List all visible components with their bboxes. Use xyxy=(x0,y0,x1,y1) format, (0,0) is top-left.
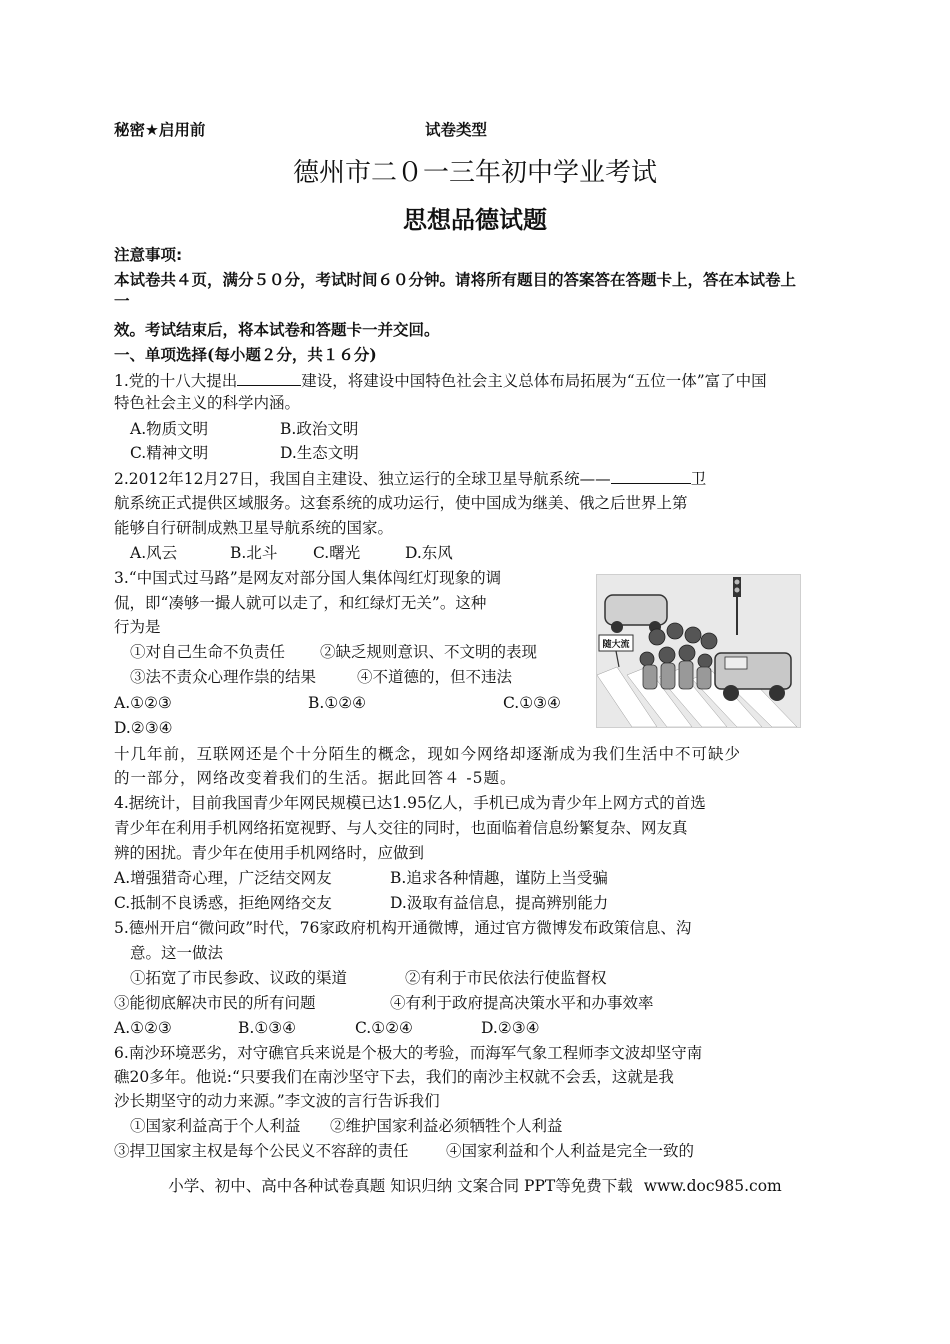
option-a: A.①②③ xyxy=(114,1019,172,1037)
option-d: D.汲取有益信息，提高辨别能力 xyxy=(390,894,609,912)
question-text: 侃，即“凑够一撮人就可以走了，和红绿灯无关”。这种 xyxy=(114,594,487,612)
notes-heading: 注意事项: xyxy=(114,246,183,264)
question-text: 卫 xyxy=(690,470,707,488)
option-b: B.政治文明 xyxy=(280,420,359,438)
option-d: D.生态文明 xyxy=(280,444,359,462)
statement-1: ①对自己生命不负责任 xyxy=(130,643,286,661)
footer-text: 小学、初中、高中各种试卷真题 知识归纳 文案合同 PPT等免费下载 xyxy=(168,1177,633,1195)
option-a: A.增强猎奇心理，广泛结交网友 xyxy=(114,869,332,887)
statement-3: ③能彻底解决市民的所有问题 xyxy=(114,994,316,1012)
question-text: 礁20多年。他说:“只要我们在南沙坚守下去，我们的南沙主权就不会丢，这就是我 xyxy=(114,1068,674,1086)
subject-title: 思想品德试题 xyxy=(403,206,547,234)
option-b: B.追求各种情趣，谨防上当受骗 xyxy=(390,869,608,887)
question-text: 3.“中国式过马路”是网友对部分国人集体闯红灯现象的调 xyxy=(114,569,502,587)
statement-3: ③法不责众心理作祟的结果 xyxy=(130,668,317,686)
reading-material: 的一部分，网络改变着我们的生活。据此回答４ -5题。 xyxy=(114,769,517,787)
notes-line: 本试卷共４页，满分５０分，考试时间６０分钟。请将所有题目的答案答在答题卡上，答在本试卷上 xyxy=(114,271,797,289)
option-a: A.风云 xyxy=(130,544,178,562)
option-a: A.①②③ xyxy=(114,694,172,712)
statement-2: ②有利于市民依法行使监督权 xyxy=(405,969,607,987)
section-heading: 一、单项选择(每小题２分，共１６分) xyxy=(114,345,377,364)
statement-1: ①拓宽了市民参政、议政的渠道 xyxy=(130,969,348,987)
option-d: D.②③④ xyxy=(481,1019,540,1037)
question-text: 行为是 xyxy=(114,618,161,636)
question-text: 青少年在利用手机网络拓宽视野、与人交往的同时，也面临着信息纷繁复杂、网友真 xyxy=(114,819,688,837)
question-2 xyxy=(114,468,706,489)
question-text: 沙长期坚守的动力来源。”李文波的言行告诉我们 xyxy=(114,1092,440,1110)
question-text: 意。这一做法 xyxy=(130,944,224,962)
page-footer xyxy=(0,1176,950,1196)
question-text: 能够自行研制成熟卫星导航系统的国家。 xyxy=(114,519,394,537)
statement-4: ④有利于政府提高决策水平和办事效率 xyxy=(390,994,654,1012)
option-c: C.曙光 xyxy=(313,544,361,562)
exam-title: 德州市二０一三年初中学业考试 xyxy=(292,158,657,188)
question-text: 辨的困扰。青少年在使用手机网络时，应做到 xyxy=(114,844,425,862)
statement-2: ②缺乏规则意识、不文明的表现 xyxy=(320,643,538,661)
option-b: B.北斗 xyxy=(230,544,278,562)
notes-line: 一 xyxy=(114,292,130,310)
footer-url[interactable]: www.doc985.com xyxy=(643,1177,782,1195)
notes-line: 效。考试结束后，将本试卷和答题卡一并交回。 xyxy=(114,321,440,339)
option-c: C.抵制不良诱惑，拒绝网络交友 xyxy=(114,894,332,912)
paper-type-label: 试卷类型 xyxy=(425,121,488,139)
statement-2: ②维护国家利益必须牺牲个人利益 xyxy=(330,1117,563,1135)
question-text: 2.2012年12月27日，我国自主建设、独立运行的全球卫星导航系统—— xyxy=(114,470,611,488)
jaywalking-cartoon-image xyxy=(596,574,801,728)
answer-blank xyxy=(611,468,691,484)
reading-material: 十几年前，互联网还是个十分陌生的概念，现如今网络却逐渐成为我们生活中不可缺少 xyxy=(114,745,742,763)
cartoon-sign-text: 随大流 xyxy=(602,640,630,650)
question-text: 特色社会主义的科学内涵。 xyxy=(114,394,301,412)
question-text: 5.德州开启“微问政”时代，76家政府机构开通微博，通过官方微博发布政策信息、沟 xyxy=(114,919,692,937)
option-c: C.①③④ xyxy=(503,694,561,712)
statement-4: ④国家利益和个人利益是完全一致的 xyxy=(446,1142,695,1160)
option-c: C.①②④ xyxy=(355,1019,413,1037)
question-text: 1.党的十八大提出 xyxy=(114,372,238,390)
question-text: 6.南沙环境恶劣，对守礁官兵来说是个极大的考验，而海军气象工程师李文波却坚守南 xyxy=(114,1044,703,1062)
option-b: B.①②④ xyxy=(308,694,367,712)
option-a: A.物质文明 xyxy=(130,420,209,438)
option-d: D.东风 xyxy=(405,544,453,562)
cartoon-drawing xyxy=(597,575,800,727)
statement-1: ①国家利益高于个人利益 xyxy=(130,1117,301,1135)
option-d: D.②③④ xyxy=(114,719,173,737)
confidential-label: 秘密★启用前 xyxy=(114,121,206,139)
statement-3: ③捍卫国家主权是每个公民义不容辞的责任 xyxy=(114,1142,409,1160)
question-text: 建设，将建设中国特色社会主义总体布局拓展为“五位一体”富了中国 xyxy=(301,372,767,390)
option-c: C.精神文明 xyxy=(130,444,209,462)
question-text: 航系统正式提供区域服务。这套系统的成功运行，使中国成为继美、俄之后世界上第 xyxy=(114,494,688,512)
question-1 xyxy=(114,370,767,391)
question-text: 4.据统计，目前我国青少年网民规模已达1.95亿人，手机已成为青少年上网方式的首选 xyxy=(114,794,706,812)
answer-blank xyxy=(237,370,301,386)
statement-4: ④不道德的，但不违法 xyxy=(357,668,513,686)
option-b: B.①③④ xyxy=(238,1019,297,1037)
